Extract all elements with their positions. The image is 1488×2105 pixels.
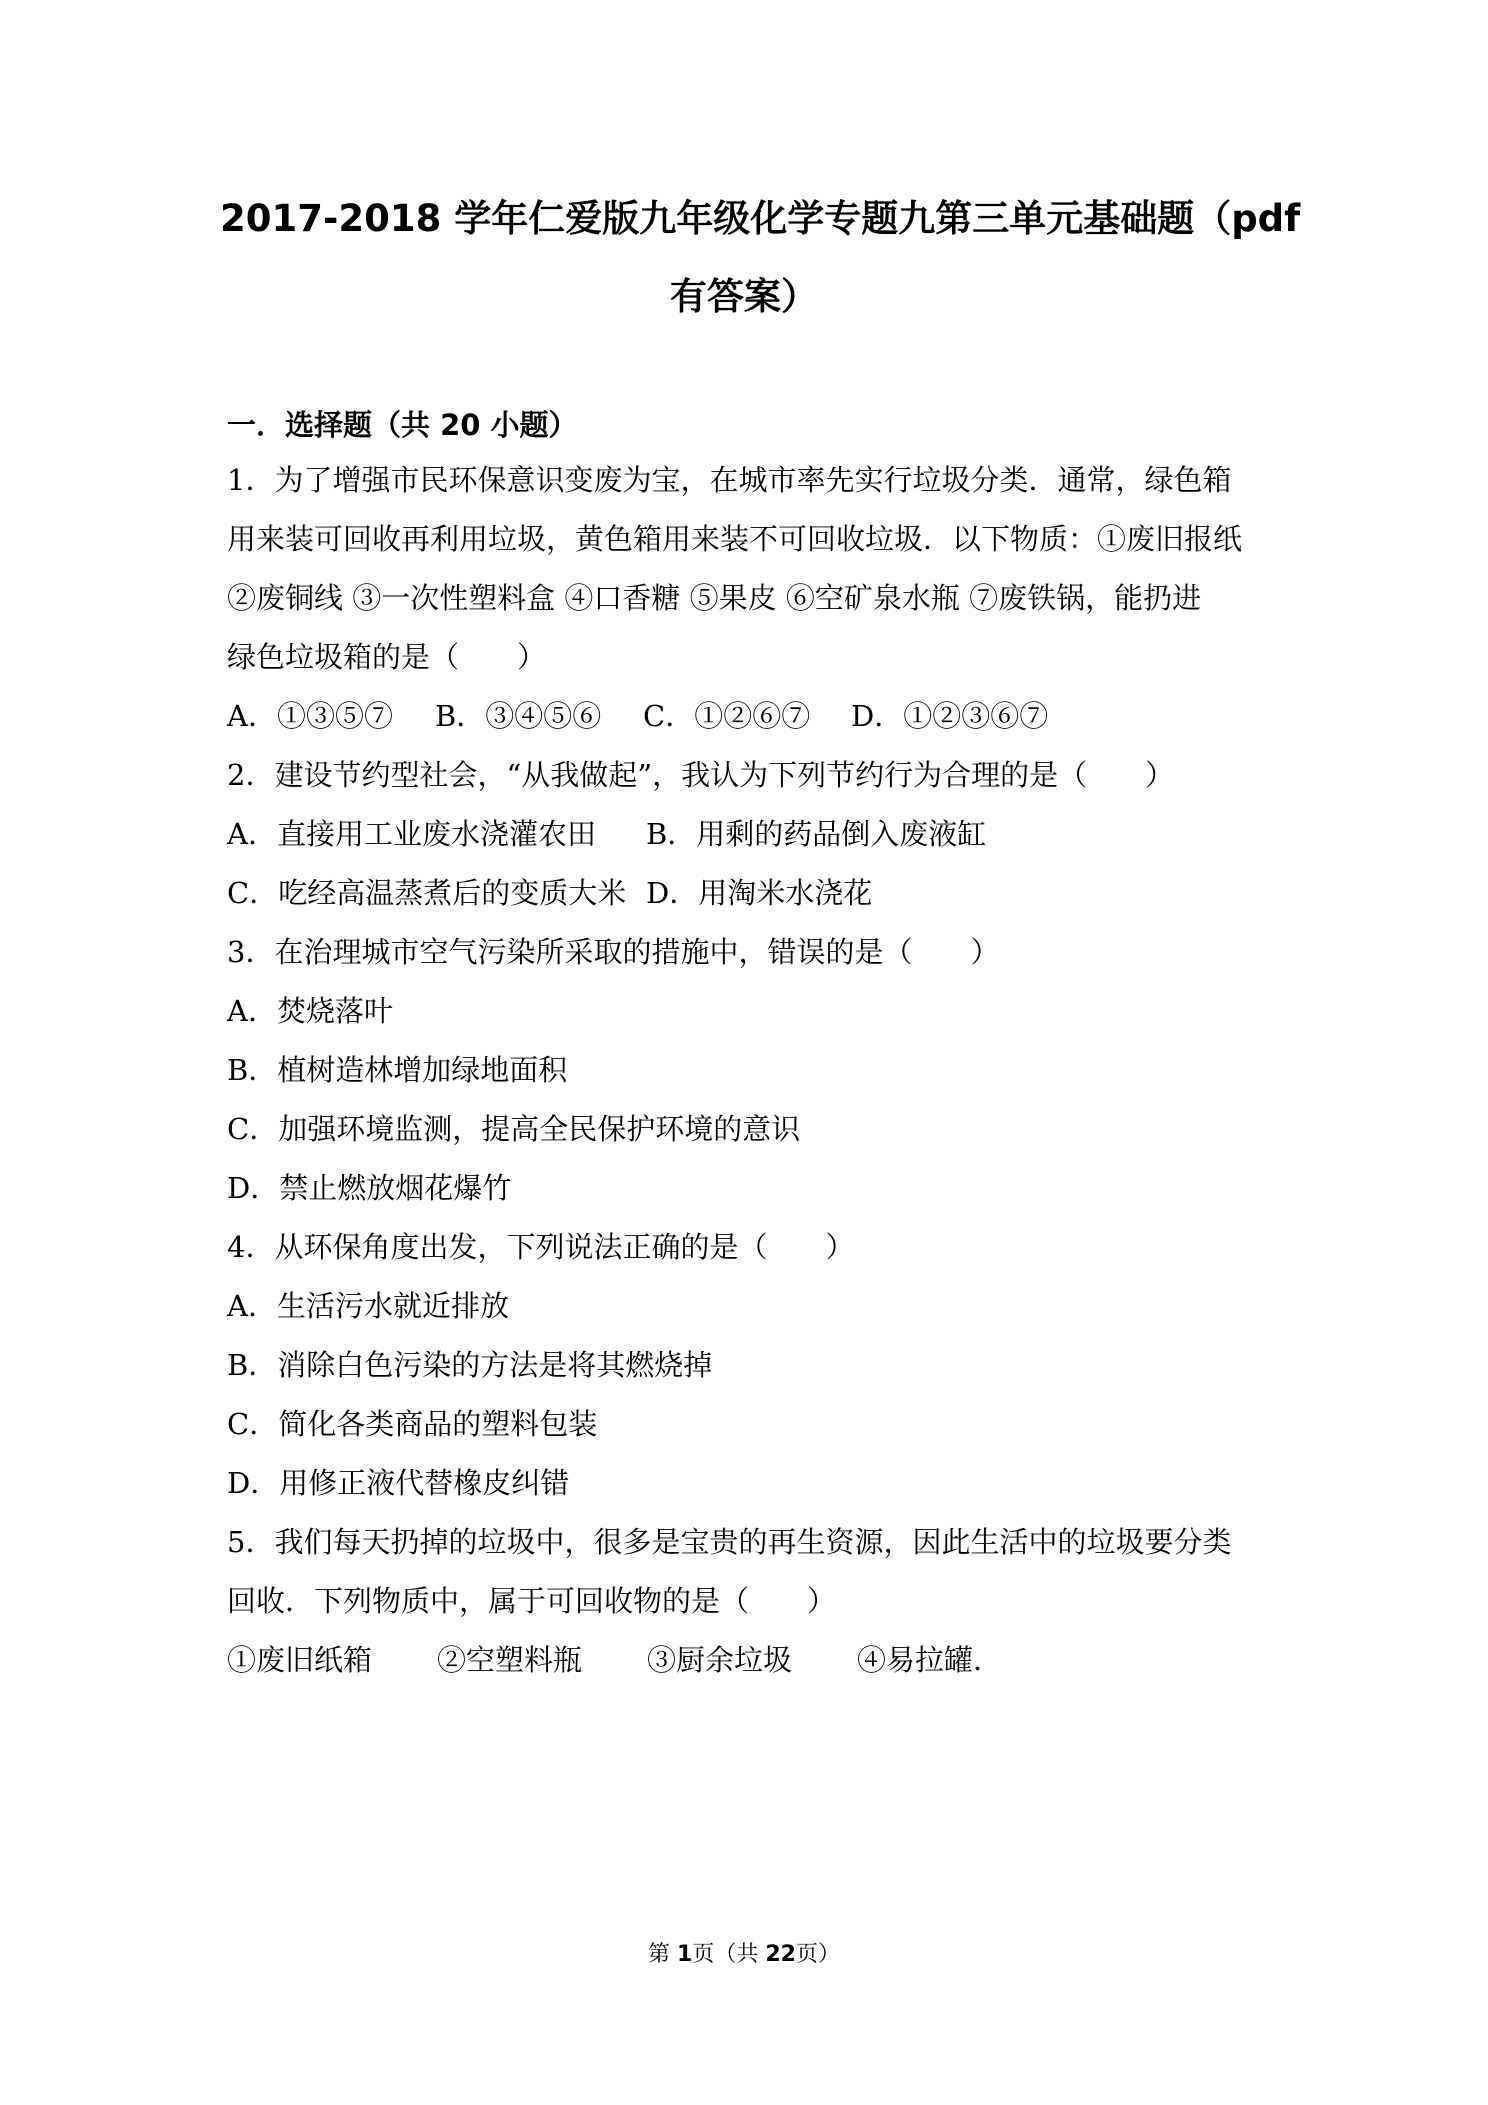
question-1-line-3: ②废铜线 ③一次性塑料盒 ④口香糖 ⑤果皮 ⑥空矿泉水瓶 ⑦废铁锅，能扔进 [227,581,1202,615]
question-2-option-a: A．直接用工业废水浇灌农田 [227,817,596,851]
question-1-option-d: D．①②③⑥⑦ [851,699,1049,733]
question-2-option-c: C．吃经高温蒸煮后的变质大米 [227,876,627,910]
question-3-option-a: A．焚烧落叶 [227,994,393,1028]
footer-total-pages: 22 [765,1942,796,1967]
question-4-option-d: D．用修正液代替橡皮纠错 [227,1466,570,1500]
question-5-item-2: ②空塑料瓶 [437,1643,583,1677]
footer-page-number: 1 [677,1942,693,1967]
footer-middle: 页（共 [692,1942,766,1967]
question-2-stem: 2．建设节约型社会，“从我做起”，我认为下列节约行为合理的是（ ） [227,758,1175,792]
question-4-option-a: A．生活污水就近排放 [227,1289,509,1323]
question-1-line-1: 1．为了增强市民环保意识变废为宝，在城市率先实行垃圾分类．通常，绿色箱 [227,463,1232,497]
question-1-line-4: 绿色垃圾箱的是（ ） [227,640,547,674]
section-heading: 一．选择题（共 20 小题） [227,408,578,442]
question-5-item-3: ③厨余垃圾 [647,1643,793,1677]
question-3-option-b: B．植树造林增加绿地面积 [227,1053,568,1087]
question-4-option-b: B．消除白色污染的方法是将其燃烧掉 [227,1348,713,1382]
question-2-option-b: B．用剩的药品倒入废液缸 [646,817,987,851]
footer-suffix: 页） [795,1942,840,1967]
question-5-line-2: 回收．下列物质中，属于可回收物的是（ ） [227,1584,837,1618]
question-4-stem: 4．从环保角度出发，下列说法正确的是（ ） [227,1230,855,1264]
question-5-line-1: 5．我们每天扔掉的垃圾中，很多是宝贵的再生资源，因此生活中的垃圾要分类 [227,1525,1232,1559]
question-5-item-1: ①废旧纸箱 [227,1643,373,1677]
question-5-item-4: ④易拉罐． [857,1643,1003,1677]
question-3-option-c: C．加强环境监测，提高全民保护环境的意识 [227,1112,801,1146]
question-1-option-a: A．①③⑤⑦ [227,699,393,733]
document-title-line-2: 有答案） [670,275,818,318]
question-1-option-c: C．①②⑥⑦ [643,699,811,733]
document-title-line-1: 2017-2018 学年仁爱版九年级化学专题九第三单元基础题（pdf [220,197,1301,240]
footer-prefix: 第 [648,1942,678,1967]
question-4-option-c: C．简化各类商品的塑料包装 [227,1407,598,1441]
question-3-option-d: D．禁止燃放烟花爆竹 [227,1171,512,1205]
page-footer [0,1940,1488,1970]
question-3-stem: 3．在治理城市空气污染所采取的措施中，错误的是（ ） [227,935,1000,969]
question-2-option-d: D．用淘米水浇花 [646,876,873,910]
question-1-line-2: 用来装可回收再利用垃圾，黄色箱用来装不可回收垃圾．以下物质：①废旧报纸 [227,522,1243,556]
question-1-option-b: B．③④⑤⑥ [435,699,602,733]
